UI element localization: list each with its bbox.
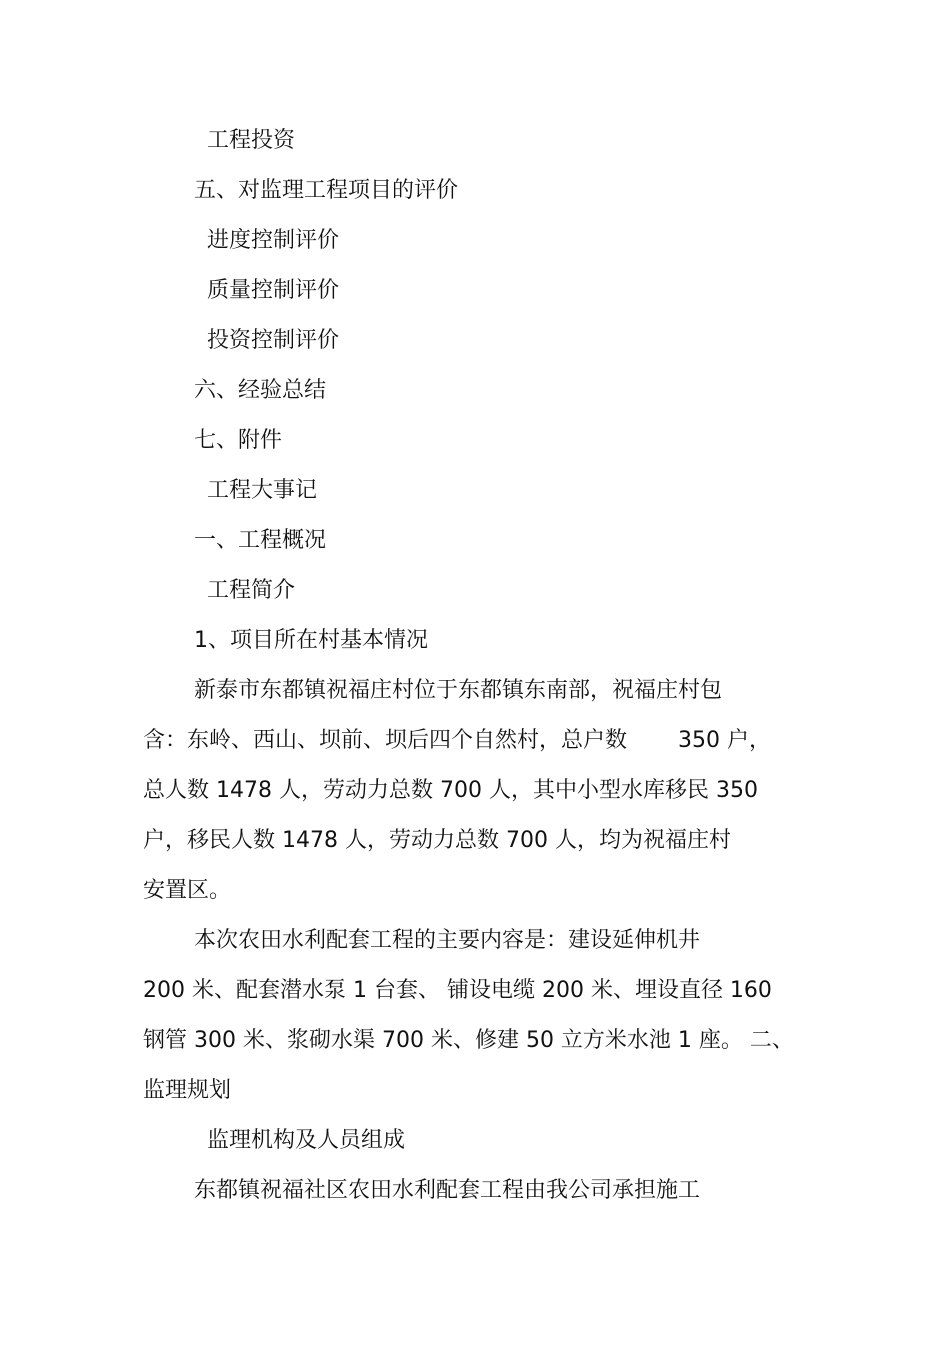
paragraph-line: 200 米、配套潜水泵 1 台套、 铺设电缆 200 米、埋设直径 160 — [143, 978, 772, 1003]
item-investment-control: 投资控制评价 — [207, 328, 340, 353]
item-project-investment: 工程投资 — [207, 128, 296, 153]
item-project-intro: 工程简介 — [207, 578, 296, 603]
paragraph-line: 本次农田水利配套工程的主要内容是：建设延伸机井 — [194, 928, 701, 953]
item-progress-control: 进度控制评价 — [207, 228, 340, 253]
paragraph-line: 总人数 1478 人，劳动力总数 700 人，其中小型水库移民 350 — [143, 778, 758, 803]
paragraph-line: 含：东岭、西山、坝前、坝后四个自然村，总户数 350 户， — [143, 728, 771, 753]
paragraph-line: 监理规划 — [143, 1078, 232, 1103]
item-supervision-org: 监理机构及人员组成 — [207, 1128, 406, 1153]
section-7-heading: 七、附件 — [194, 428, 283, 453]
paragraph-line: 东都镇祝福社区农田水利配套工程由我公司承担施工 — [194, 1178, 701, 1203]
item-major-events: 工程大事记 — [207, 478, 318, 503]
section-6-heading: 六、经验总结 — [194, 378, 327, 403]
paragraph-line: 钢管 300 米、浆砌水渠 700 米、修建 50 立方米水池 1 座。 二、 — [143, 1028, 794, 1053]
paragraph-line: 新泰市东都镇祝福庄村位于东都镇东南部，祝福庄村包 — [194, 678, 723, 703]
section-1-heading: 一、工程概况 — [194, 528, 327, 553]
item-quality-control: 质量控制评价 — [207, 278, 340, 303]
paragraph-line: 户，移民人数 1478 人，劳动力总数 700 人，均为祝福庄村 — [143, 828, 731, 853]
paragraph-line: 安置区。 — [143, 878, 232, 903]
section-5-heading: 五、对监理工程项目的评价 — [194, 178, 459, 203]
subsection-village-basics: 1、项目所在村基本情况 — [194, 628, 428, 653]
